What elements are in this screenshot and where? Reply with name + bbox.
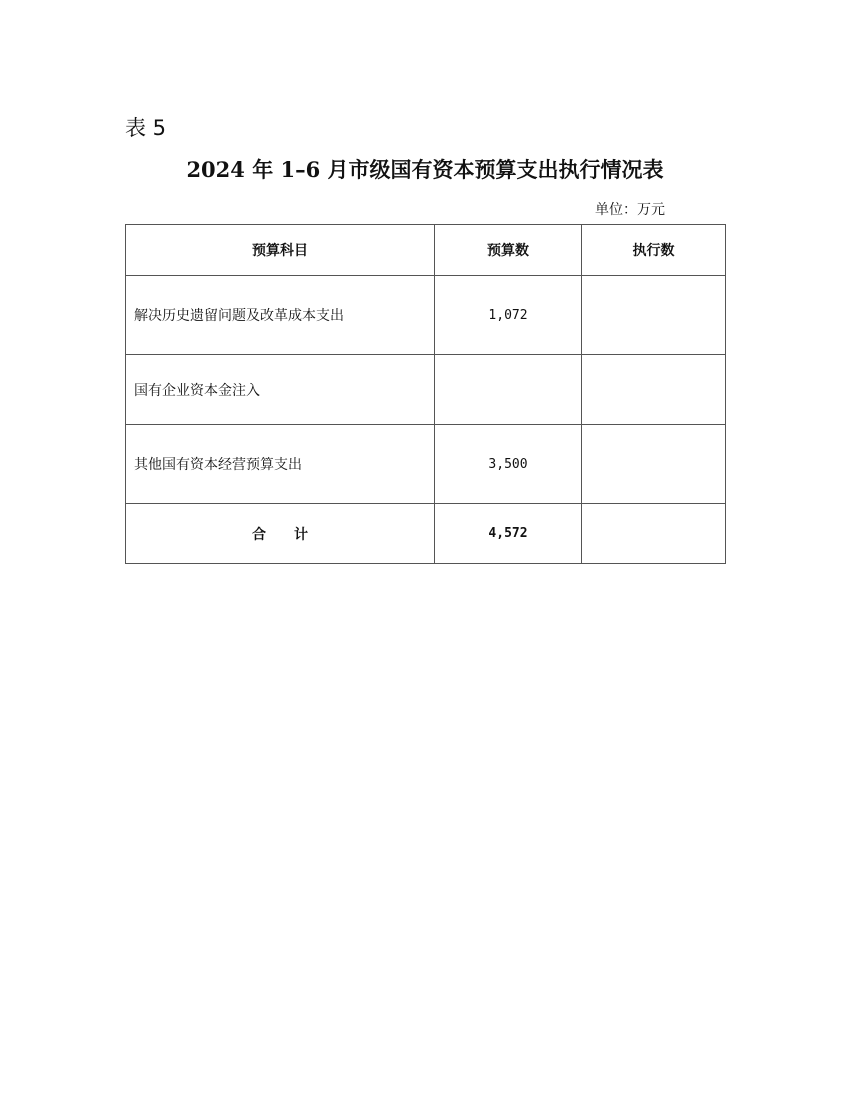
total-budget: 4,572 <box>435 504 582 564</box>
table-row <box>126 276 726 355</box>
row-executed <box>582 425 726 504</box>
document-title: 2024 年 1–6 月市级国有资本预算支出执行情况表 <box>186 157 664 182</box>
row-item: 国有企业资本金注入 <box>126 355 435 425</box>
row-budget <box>435 355 582 425</box>
row-budget: 1,072 <box>435 276 582 355</box>
table-number: 表 5 <box>125 116 167 140</box>
row-budget: 3,500 <box>435 425 582 504</box>
table-row <box>126 355 726 425</box>
header-budget-amount: 预算数 <box>435 225 582 276</box>
total-executed <box>582 504 726 564</box>
row-executed <box>582 276 726 355</box>
total-row <box>126 504 726 564</box>
row-item: 解决历史遗留问题及改革成本支出 <box>126 276 435 355</box>
row-item: 其他国有资本经营预算支出 <box>126 425 435 504</box>
unit-label: 单位：万元 <box>595 202 665 218</box>
table-row <box>126 425 726 504</box>
header-executed-amount: 执行数 <box>582 225 726 276</box>
row-executed <box>582 355 726 425</box>
budget-table <box>125 224 726 564</box>
header-budget-item: 预算科目 <box>126 225 435 276</box>
table-header-row <box>126 225 726 276</box>
total-label: 合 计 <box>126 504 435 564</box>
